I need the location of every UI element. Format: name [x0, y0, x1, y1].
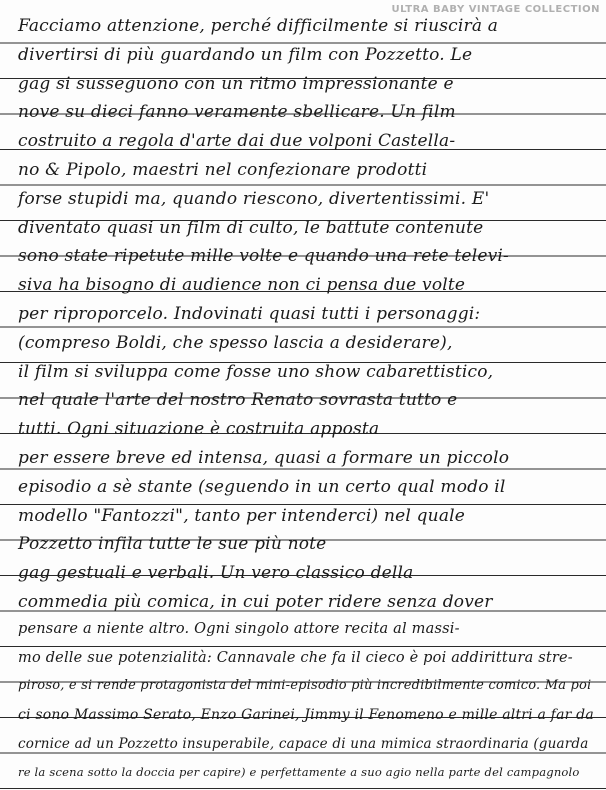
- text-line: (compreso Boldi, che spesso lascia a desiderare),: [18, 332, 453, 353]
- text-line: per riproporcelo. Indovinati quasi tutti i personaggi:: [18, 304, 481, 324]
- text-line: sono state ripetute mille volte e quando una rete televi-: [18, 246, 509, 267]
- text-line: divertirsi di più guardando un film con Pozzetto. Le: [18, 44, 473, 65]
- text-line: Facciamo attenzione, perché difficilmente si riuscirà a: [18, 16, 499, 36]
- text-line: forse stupidi ma, quando riescono, divertentissimi. E': [18, 188, 490, 209]
- text-line: nove su dieci fanno veramente sbellicare. Un film: [18, 102, 456, 123]
- text-line: no & Pipolo, maestri nel confezionare prodotti: [18, 160, 428, 180]
- text-line: mo delle sue potenzialità: Cannavale che fa il cieco è poi addirittura stre-: [18, 649, 573, 666]
- text-line: modello "Fantozzi", tanto per intenderci) nel quale: [18, 505, 466, 526]
- text-line: piroso, e si rende protagonista del mini-episodio più incredibilmente comico. Ma poi: [18, 678, 592, 694]
- text-line: ci sono Massimo Serato, Enzo Garinei, Jimmy il Fenomeno e mille altri a far da: [18, 707, 594, 724]
- text-line: diventato quasi un film di culto, le battute contenute: [18, 217, 484, 238]
- text-line: gag si susseguono con un ritmo impressionante e: [18, 73, 454, 94]
- text-line: per essere breve ed intensa, quasi a formare un piccolo: [18, 448, 510, 468]
- text-line: cornice ad un Pozzetto insuperabile, capace di una mimica straordinaria (guarda: [18, 736, 589, 752]
- text-line: costruito a regola d'arte dai due volponi Castella-: [18, 131, 456, 152]
- text-line: siva ha bisogno di audience non ci pensa due volte: [18, 275, 466, 296]
- watermark: ULTRA BABY VINTAGE COLLECTION: [391, 4, 600, 15]
- text-line: Pozzetto infila tutte le sue più note: [18, 534, 327, 555]
- text-line: tutti. Ogni situazione è costruita apposta: [18, 419, 380, 440]
- text-line: pensare a niente altro. Ogni singolo attore recita al massi-: [18, 620, 460, 637]
- text-line: episodio a sè stante (seguendo in un certo qual modo il: [18, 476, 506, 497]
- text-line: il film si sviluppa come fosse uno show cabarettistico,: [18, 361, 494, 382]
- text-line: commedia più comica, in cui poter ridere senza dover: [18, 592, 493, 612]
- text-line: nel quale l'arte del nostro Renato sovrasta tutto e: [18, 390, 458, 411]
- text-line: re la scena sotto la doccia per capire) e perfettamente a suo agio nella parte del campagnolo: [18, 764, 580, 779]
- text-line: gag gestuali e verbali. Un vero classico della: [18, 563, 414, 584]
